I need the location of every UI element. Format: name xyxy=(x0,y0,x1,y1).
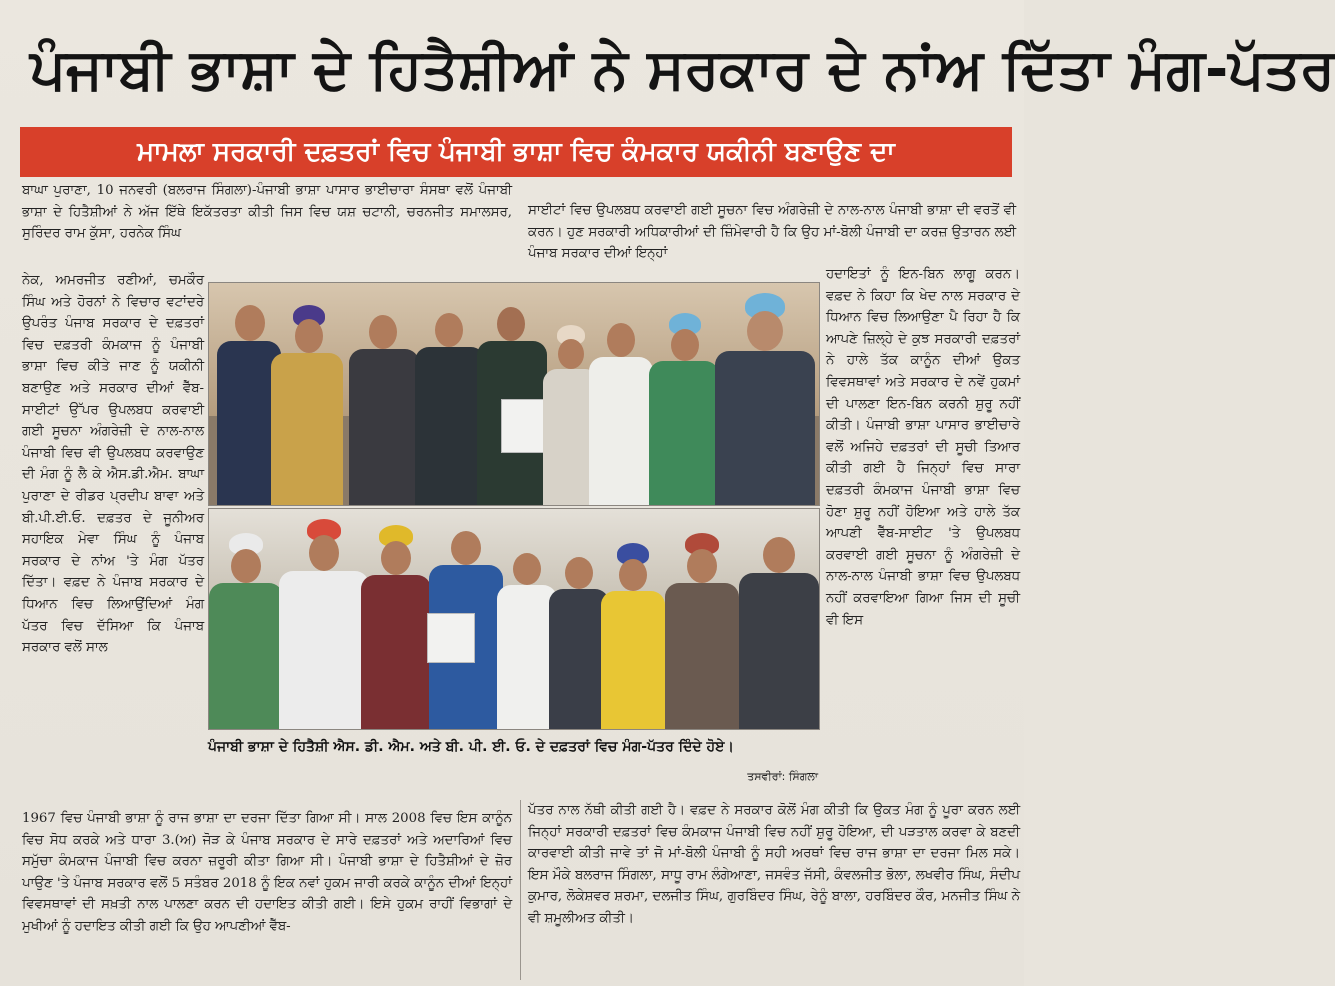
memorandum-paper xyxy=(501,399,545,453)
group-photo-top xyxy=(208,282,820,506)
person-figure xyxy=(497,545,557,729)
person-figure xyxy=(715,293,815,505)
article-text-col3: ਹਦਾਇਤਾਂ ਨੂੰ ਇਨ-ਬਿਨ ਲਾਗੂ ਕਰਨ। ਵਫ਼ਦ ਨੇ ਕਿਹਾ ਕਿ ਖੇਦ ਨਾਲ ਸਰਕਾਰ ਦੇ ਧਿਆਨ ਵਿਚ ਲਿਆਉਣਾ ਪੈ ਰਿਹਾ ਹੈ ਕਿ ਆਪਣੇ ਜ਼ਿਲ੍ਹੇ ਦੇ ਕੁਝ ਸਰਕਾਰੀ ਦਫ਼ਤਰਾਂ ਨੇ ਹਾਲੇ ਤੱਕ ਕਾਨੂੰਨ ਦੀਆਂ ਉਕਤ ਵਿਵਸਥਾਵਾਂ ਅਤੇ ਸਰਕਾਰ ਦੇ ਨਵੇਂ ਹੁਕਮਾਂ ਦੀ ਪਾਲਣਾ ਇਨ-ਬਿਨ ਕਰਨੀ ਸ਼ੁਰੂ ਨਹੀਂ ਕੀਤੀ। ਪੰਜਾਬੀ ਭਾਸ਼ਾ ਪਾਸਾਰ ਭਾਈਚਾਰੇ ਵਲੋਂ ਅਜਿਹੇ ਦਫ਼ਤਰਾਂ ਦੀ ਸੂਚੀ ਤਿਆਰ ਕੀਤੀ ਗਈ ਹੈ ਜਿਨ੍ਹਾਂ ਵਿਚ ਸਾਰਾ ਦਫ਼ਤਰੀ ਕੰਮਕਾਜ ਪੰਜਾਬੀ ਭਾਸ਼ਾ ਵਿਚ ਹੋਣਾ ਸ਼ੁਰੂ ਨਹੀਂ ਹੋਇਆ ਅਤੇ ਹਾਲੇ ਤੱਕ ਆਪਣੀ ਵੈੱਬ-ਸਾਈਟ 'ਤੇ ਉਪਲਬਧ ਕਰਵਾਈ ਗਈ ਸੂਚਨਾ ਨੂੰ ਅੰਗਰੇਜ਼ੀ ਦੇ ਨਾਲ-ਨਾਲ ਪੰਜਾਬੀ ਭਾਸ਼ਾ ਵਿਚ ਉਪਲਬਧ ਨਹੀਂ ਕਰਵਾਇਆ ਗਿਆ ਜਿਸ ਦੀ ਸੂਚੀ ਵੀ ਇਸ xyxy=(826,267,1020,628)
subheadline-banner: ਮਾਮਲਾ ਸਰਕਾਰੀ ਦਫ਼ਤਰਾਂ ਵਿਚ ਪੰਜਾਬੀ ਭਾਸ਼ਾ ਵਿਚ ਕੰਮਕਾਰ ਯਕੀਨੀ ਬਣਾਉਣ ਦਾ xyxy=(20,127,1012,177)
person-figure xyxy=(589,315,653,505)
person-figure xyxy=(415,305,485,505)
person-figure xyxy=(209,533,283,729)
person-figure xyxy=(549,549,609,729)
person-figure xyxy=(601,543,665,729)
person-figure xyxy=(279,519,369,729)
person-figure xyxy=(271,305,343,505)
person-figure xyxy=(739,529,819,729)
person-figure xyxy=(649,313,719,505)
article-text-col2-bottom: ਪੱਤਰ ਨਾਲ ਨੱਥੀ ਕੀਤੀ ਗਈ ਹੈ। ਵਫ਼ਦ ਨੇ ਸਰਕਾਰ ਕੋਲੋਂ ਮੰਗ ਕੀਤੀ ਕਿ ਉਕਤ ਮੰਗ ਨੂੰ ਪੂਰਾ ਕਰਨ ਲਈ ਜਿਨ੍ਹਾਂ ਸਰਕਾਰੀ ਦਫ਼ਤਰਾਂ ਵਿਚ ਕੰਮਕਾਜ ਪੰਜਾਬੀ ਵਿਚ ਨਹੀਂ ਸ਼ੁਰੂ ਹੋਇਆ, ਦੀ ਪੜਤਾਲ ਕਰਵਾ ਕੇ ਬਣਦੀ ਕਾਰਵਾਈ ਕੀਤੀ ਜਾਵੇ ਤਾਂ ਜੋ ਮਾਂ-ਬੋਲੀ ਪੰਜਾਬੀ ਨੂੰ ਸਹੀ ਅਰਥਾਂ ਵਿਚ ਰਾਜ ਭਾਸ਼ਾ ਦਾ ਦਰਜਾ ਮਿਲ ਸਕੇ। ਇਸ ਮੌਕੇ ਬਲਰਾਜ ਸਿੰਗਲਾ, ਸਾਧੂ ਰਾਮ ਲੰਗੇਆਣਾ, ਜਸਵੰਤ ਜੱਸੀ, ਕੰਵਲਜੀਤ ਭੋਲਾ, ਲਖਵੀਰ ਸਿੰਘ, ਸੰਦੀਪ ਕੁਮਾਰ, ਲੋਕੇਸ਼ਵਰ ਸ਼ਰਮਾ, ਦਲਜੀਤ ਸਿੰਘ, ਗੁਰਬਿੰਦਰ ਸਿੰਘ, ਰੇਨੂੰ ਬਾਲਾ, ਹਰਬਿੰਦਰ ਕੌਰ, ਮਨਜੀਤ ਸਿੰਘ ਨੇ ਵੀ ਸ਼ਮੂਲੀਅਤ ਕੀਤੀ। xyxy=(528,803,1020,926)
headline: ਪੰਜਾਬੀ ਭਾਸ਼ਾ ਦੇ ਹਿਤੈਸ਼ੀਆਂ ਨੇ ਸਰਕਾਰ ਦੇ ਨਾਂਅ ਦਿੱਤਾ ਮੰਗ-ਪੱਤਰ xyxy=(30,37,1335,102)
article-text-col2-top: ਸਾਈਟਾਂ ਵਿਚ ਉਪਲਬਧ ਕਰਵਾਈ ਗਈ ਸੂਚਨਾ ਵਿਚ ਅੰਗਰੇਜ਼ੀ ਦੇ ਨਾਲ-ਨਾਲ ਪੰਜਾਬੀ ਭਾਸ਼ਾ ਦੀ ਵਰਤੋਂ ਵੀ ਕਰਨ। ਹੁਣ ਸਰਕਾਰੀ ਅਧਿਕਾਰੀਆਂ ਦੀ ਜ਼ਿੰਮੇਵਾਰੀ ਹੈ ਕਿ ਉਹ ਮਾਂ-ਬੋਲੀ ਪੰਜਾਬੀ ਦਾ ਕਰਜ਼ ਉਤਾਰਨ ਲਈ ਪੰਜਾਬ ਸਰਕਾਰ ਦੀਆਂ ਇਨ੍ਹਾਂ xyxy=(528,203,1016,262)
person-figure xyxy=(665,533,739,729)
photo-credit: ਤਸਵੀਰਾਂ: ਸਿੰਗਲਾ xyxy=(747,770,818,783)
article-text-col1-top: ਬਾਘਾ ਪੁਰਾਣਾ, 10 ਜਨਵਰੀ (ਬਲਰਾਜ ਸਿੰਗਲਾ)-ਪੰਜਾਬੀ ਭਾਸ਼ਾ ਪਾਸਾਰ ਭਾਈਚਾਰਾ ਸੰਸਥਾ ਵਲੋਂ ਪੰਜਾਬੀ ਭਾਸ਼ਾ ਦੇ ਹਿਤੈਸ਼ੀਆਂ ਨੇ ਅੱਜ ਇੱਥੇ ਇਕੱਤਰਤਾ ਕੀਤੀ ਜਿਸ ਵਿਚ ਯਸ਼ ਚਟਾਨੀ, ਚਰਨਜੀਤ ਸਮਾਲਸਰ, ਸੁਰਿੰਦਰ ਰਾਮ ਕੁੱਸਾ, ਹਰਨੇਕ ਸਿੰਘ xyxy=(22,183,512,242)
article-text-col1-bottom: 1967 ਵਿਚ ਪੰਜਾਬੀ ਭਾਸ਼ਾ ਨੂੰ ਰਾਜ ਭਾਸ਼ਾ ਦਾ ਦਰਜਾ ਦਿੱਤਾ ਗਿਆ ਸੀ। ਸਾਲ 2008 ਵਿਚ ਇਸ ਕਾਨੂੰਨ ਵਿਚ ਸੋਧ ਕਰਕੇ ਅਤੇ ਧਾਰਾ 3.(ਅ) ਜੋੜ ਕੇ ਪੰਜਾਬ ਸਰਕਾਰ ਦੇ ਸਾਰੇ ਦਫ਼ਤਰਾਂ ਅਤੇ ਅਦਾਰਿਆਂ ਵਿਚ ਸਮੁੱਚਾ ਕੰਮਕਾਜ ਪੰਜਾਬੀ ਵਿਚ ਕਰਨਾ ਜ਼ਰੂਰੀ ਕੀਤਾ ਗਿਆ ਸੀ। ਪੰਜਾਬੀ ਭਾਸ਼ਾ ਦੇ ਹਿਤੈਸ਼ੀਆਂ ਦੇ ਜ਼ੋਰ ਪਾਉਣ 'ਤੇ ਪੰਜਾਬ ਸਰਕਾਰ ਵਲੋਂ 5 ਸਤੰਬਰ 2018 ਨੂੰ ਇਕ ਨਵਾਂ ਹੁਕਮ ਜਾਰੀ ਕਰਕੇ ਕਾਨੂੰਨ ਦੀਆਂ ਇਨ੍ਹਾਂ ਵਿਵਸਥਾਵਾਂ ਦੀ ਸਖ਼ਤੀ ਨਾਲ ਪਾਲਣਾ ਕਰਨ ਦੀ ਹਦਾਇਤ ਕੀਤੀ ਗਈ। ਇਸੇ ਹੁਕਮ ਰਾਹੀਂ ਵਿਭਾਗਾਂ ਦੇ ਮੁਖੀਆਂ ਨੂੰ ਹਦਾਇਤ ਕੀਤੀ ਗਈ ਕਿ ਉਹ ਆਪਣੀਆਂ ਵੈੱਬ- xyxy=(22,811,512,934)
photo-caption: ਪੰਜਾਬੀ ਭਾਸ਼ਾ ਦੇ ਹਿਤੈਸ਼ੀ ਐਸ. ਡੀ. ਐਮ. ਅਤੇ ਬੀ. ਪੀ. ਈ. ਓ. ਦੇ ਦਫ਼ਤਰਾਂ ਵਿਚ ਮੰਗ-ਪੱਤਰ ਦਿੰਦੇ ਹੋਏ। xyxy=(208,739,734,755)
group-photo-bottom xyxy=(208,508,820,730)
article-text-col1-narrow: ਨੇਕ, ਅਮਰਜੀਤ ਰਣੀਆਂ, ਚਮਕੌਰ ਸਿੰਘ ਅਤੇ ਹੋਰਨਾਂ ਨੇ ਵਿਚਾਰ ਵਟਾਂਦਰੇ ਉਪਰੰਤ ਪੰਜਾਬ ਸਰਕਾਰ ਦੇ ਦਫ਼ਤਰਾਂ ਵਿਚ ਦਫ਼ਤਰੀ ਕੰਮਕਾਜ ਨੂੰ ਪੰਜਾਬੀ ਭਾਸ਼ਾ ਵਿਚ ਕੀਤੇ ਜਾਣ ਨੂੰ ਯਕੀਨੀ ਬਣਾਉਣ ਅਤੇ ਸਰਕਾਰ ਦੀਆਂ ਵੈੱਬ-ਸਾਈਟਾਂ ਉੱਪਰ ਉਪਲਬਧ ਕਰਵਾਈ ਗਈ ਸੂਚਨਾ ਅੰਗਰੇਜ਼ੀ ਦੇ ਨਾਲ-ਨਾਲ ਪੰਜਾਬੀ ਵਿਚ ਵੀ ਉਪਲਬਧ ਕਰਵਾਉਣ ਦੀ ਮੰਗ ਨੂੰ ਲੈ ਕੇ ਐਸ.ਡੀ.ਐਮ. ਬਾਘਾ ਪੁਰਾਣਾ ਦੇ ਰੀਡਰ ਪ੍ਰਦੀਪ ਬਾਵਾ ਅਤੇ ਬੀ.ਪੀ.ਈ.ਓ. ਦਫ਼ਤਰ ਦੇ ਜੂਨੀਅਰ ਸਹਾਇਕ ਮੇਵਾ ਸਿੰਘ ਨੂੰ ਪੰਜਾਬ ਸਰਕਾਰ ਦੇ ਨਾਂਅ 'ਤੇ ਮੰਗ ਪੱਤਰ ਦਿੱਤਾ। ਵਫ਼ਦ ਨੇ ਪੰਜਾਬ ਸਰਕਾਰ ਦੇ ਧਿਆਨ ਵਿਚ ਲਿਆਉਂਦਿਆਂ ਮੰਗ ਪੱਤਰ ਵਿਚ ਦੱਸਿਆ ਕਿ ਪੰਜਾਬ ਸਰਕਾਰ ਵਲੋਂ ਸਾਲ xyxy=(22,273,204,656)
memorandum-paper xyxy=(427,613,475,663)
person-figure xyxy=(361,525,431,729)
person-figure xyxy=(349,309,419,505)
column-divider xyxy=(520,800,521,980)
